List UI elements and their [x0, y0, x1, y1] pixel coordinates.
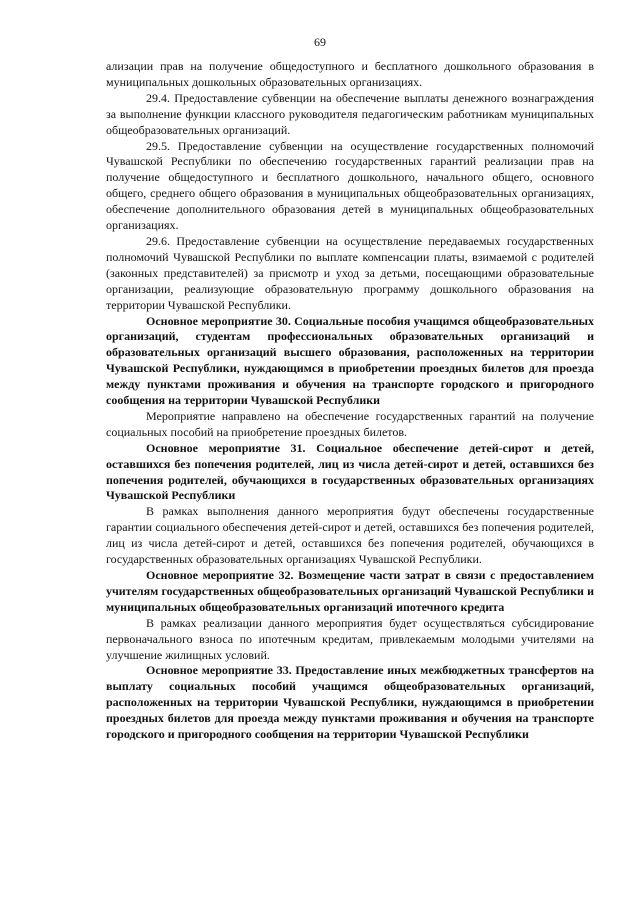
section-heading: Основное мероприятие 33. Предоставление иных межбюджетных трансфертов на выплату социальных пособий учащимся общеобразовательных организаций, расположенных на территории Чувашской Республики, нуждающимся в приобретении проездных билетов для проезда между пунктами проживания и обучения на транспорте городского и пригородного сообщения на территории Чувашской Республики [106, 663, 594, 742]
body-paragraph: Мероприятие направлено на обеспечение государственных гарантий на получение социальных пособий на приобретение проездных билетов. [106, 408, 594, 439]
page-body [106, 59, 594, 743]
body-paragraph: В рамках реализации данного мероприятия будет осуществляться субсидирование первоначального взноса по ипотечным кредитам, привлекаемым молодыми учителями на улучшение жилищных условий. [106, 615, 594, 662]
section-heading: Основное мероприятие 30. Социальные пособия учащимся общеобразовательных организаций, студентам профессиональных образовательных организаций и образовательных организаций высшего образования, расположенных на территории Чувашской Республики, нуждающимся в приобретении проездных билетов для проезда между пунктами проживания и обучения на транспорте городского и пригородного сообщения на территории Чувашской Республики [106, 313, 594, 408]
body-paragraph: ализации прав на получение общедоступного и бесплатного дошкольного образования в муниципальных дошкольных образовательных организациях. [106, 59, 594, 89]
section-heading: Основное мероприятие 32. Возмещение части затрат в связи с предоставлением учителям государственных общеобразовательных организаций Чувашской Республики и муниципальных общеобразовательных организаций ипотечного кредита [106, 568, 594, 614]
body-paragraph: 29.4. Предоставление субвенции на обеспечение выплаты денежного вознаграждения за выполнение функции классного руководителя педагогическим работникам муниципальных общеобразовательных организаций. [106, 90, 594, 137]
body-paragraph: 29.5. Предоставление субвенции на осуществление государственных полномочий Чувашской Республики по обеспечению государственных гарантий реализации прав на получение общедоступного и бесплатного дошкольного, начального общего, основного общего, среднего общего образования в муниципальных общеобразовательных организациях, обеспечение дополнительного образования детей в муниципальных общеобразовательных организациях. [106, 138, 594, 233]
body-paragraph: 29.6. Предоставление субвенции на осуществление передаваемых государственных полномочий Чувашской Республики по выплате компенсации платы, взимаемой с родителей (законных представителей) за присмотр и уход за детьми, посещающими образовательные организации, реализующие образовательную программу дошкольного образования на территории Чувашской Республики. [106, 233, 594, 312]
section-heading: Основное мероприятие 31. Социальное обеспечение детей-сирот и детей, оставшихся без попечения родителей, лиц из числа детей-сирот и детей, оставшихся без попечения родителей, обучающихся в государственных образовательных организациях Чувашской Республики [106, 440, 594, 503]
body-paragraph: В рамках выполнения данного мероприятия будут обеспечены государственные гарантии социального обеспечения детей-сирот и детей, оставшихся без попечения родителей, лиц из числа детей-сирот и детей, оставшихся без попечения родителей, обучающихся в государственных образовательных организациях Чувашской Республики. [106, 504, 594, 567]
page-number: 69 [314, 35, 326, 49]
